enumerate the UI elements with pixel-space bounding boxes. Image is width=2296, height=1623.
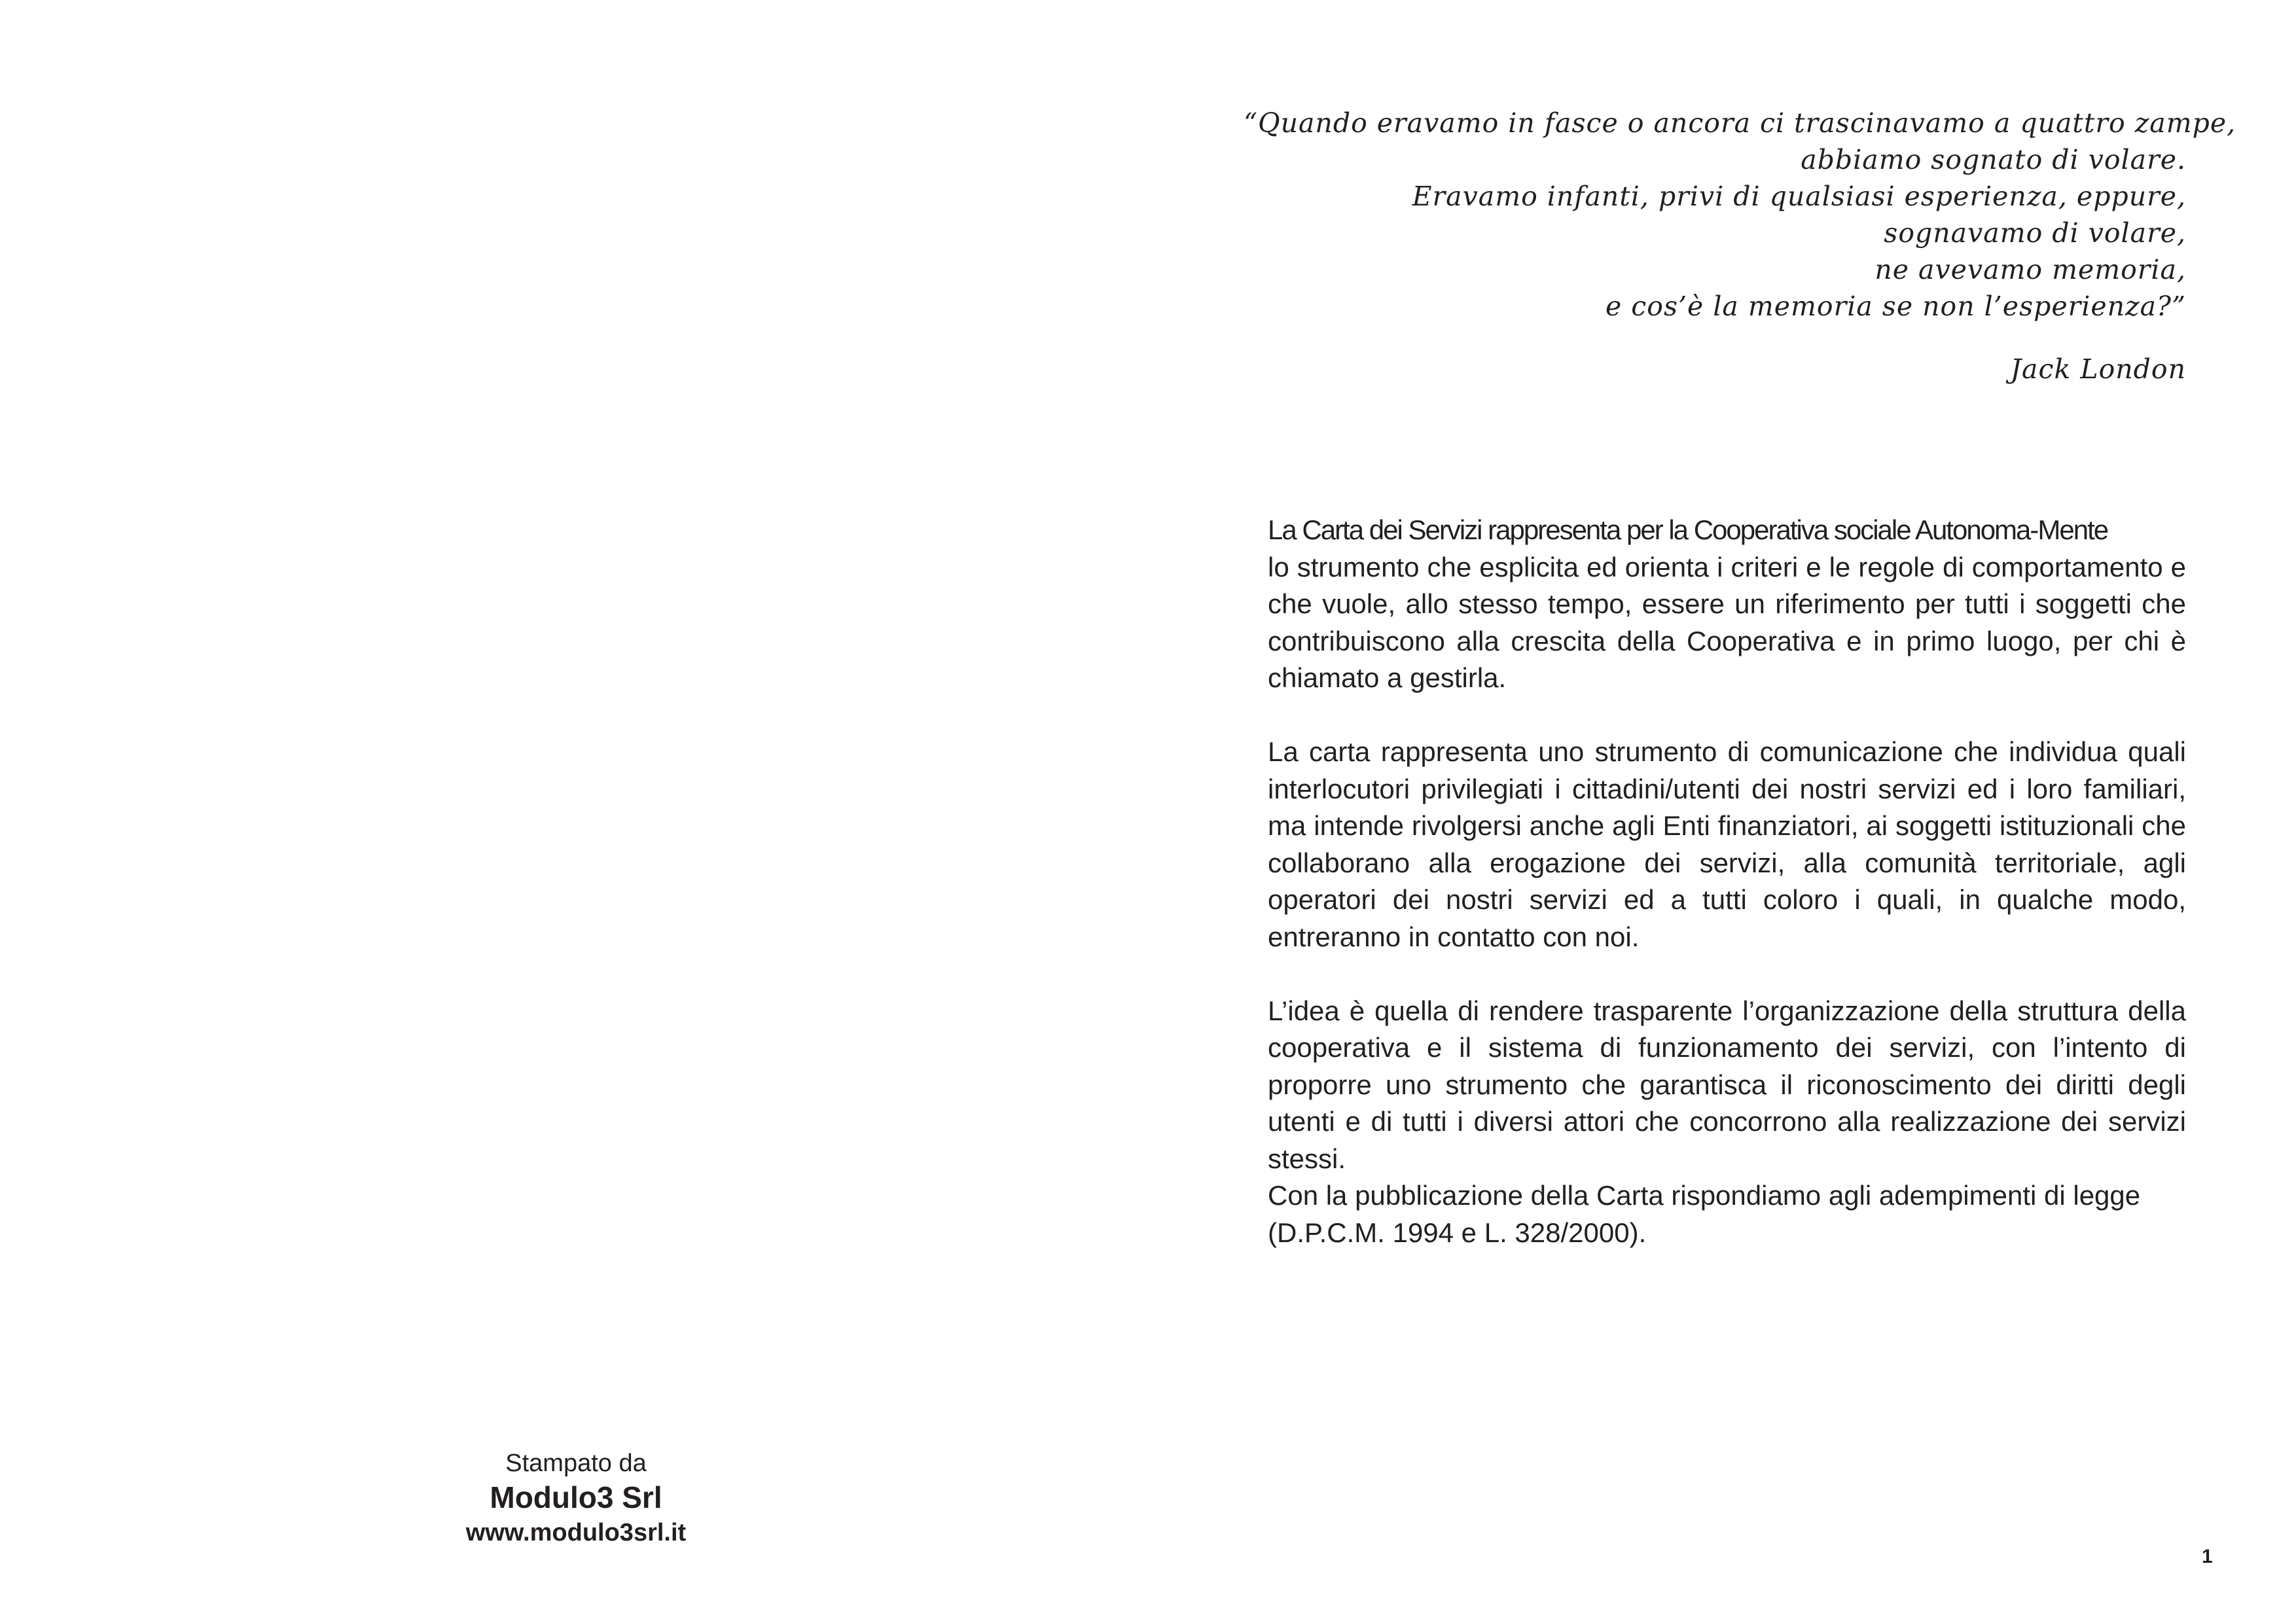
printer-name: Modulo3 Srl xyxy=(490,1480,662,1514)
paragraph-transparency: L’idea è quella di rendere trasparente l’organizzazione della struttura della cooperativa e il sistema di funzionamento dei servizi, con l’intento di proporre uno strumento che garantisca il riconoscimento dei diritti degli utenti e di tutti i diversi attori che concorrono alla realizzazione dei servizi stessi. xyxy=(1268,995,2186,1174)
quote-author: Jack London xyxy=(2010,353,2186,385)
paragraph-intro xyxy=(1268,512,2186,697)
quote-line: “Quando eravamo in fasce o ancora ci trascinavamo a quattro zampe, xyxy=(1244,107,2236,139)
body-text xyxy=(1268,512,2186,1251)
paragraph-intro-rest: lo strumento che esplicita ed orienta i criteri e le regole di comportamento e che vuole, allo stesso tempo, essere un riferimento per tutti i soggetti che contribuiscono alla crescita della Cooperativa e in primo luogo, per chi è chiamato a gestirla. xyxy=(1268,551,2186,693)
epigraph-quote xyxy=(1244,105,2236,387)
printer-label: Stampato da xyxy=(505,1450,647,1477)
quote-line: e cos’è la memoria se non l’esperienza?” xyxy=(1605,291,2186,322)
quote-line: Eravamo infanti, privi di qualsiasi esperienza, eppure, xyxy=(1412,181,2186,212)
quote-line: abbiamo sognato di volare. xyxy=(1801,144,2186,175)
printer-url: www.modulo3srl.it xyxy=(465,1519,687,1546)
paragraph-communication: La carta rappresenta uno strumento di comunicazione che individua quali interlocutori privilegiati i cittadini/utenti dei nostri servizi ed i loro familiari, ma intende rivolgersi anche agli Enti finanziatori, ai soggetti istituzionali che collaborano alla erogazione dei servizi, alla comunità territoriale, agli operatori dei nostri servizi ed a tutti coloro i quali, in qualche modo, entreranno in contatto con noi. xyxy=(1268,736,2186,952)
printer-credit xyxy=(419,1448,733,1549)
paragraph-legal: Con la pubblicazione della Carta rispondiamo agli adempimenti di legge (D.P.C.M. 1994 e L. 328/2000). xyxy=(1268,1180,2141,1248)
paragraph-intro-first-line: La Carta dei Servizi rappresenta per la Cooperativa sociale Autonoma-Mente xyxy=(1268,514,2108,545)
page-number: 1 xyxy=(2202,1546,2213,1567)
quote-line: sognavamo di volare, xyxy=(1884,217,2186,249)
quote-line: ne avevamo memoria, xyxy=(1874,254,2186,285)
